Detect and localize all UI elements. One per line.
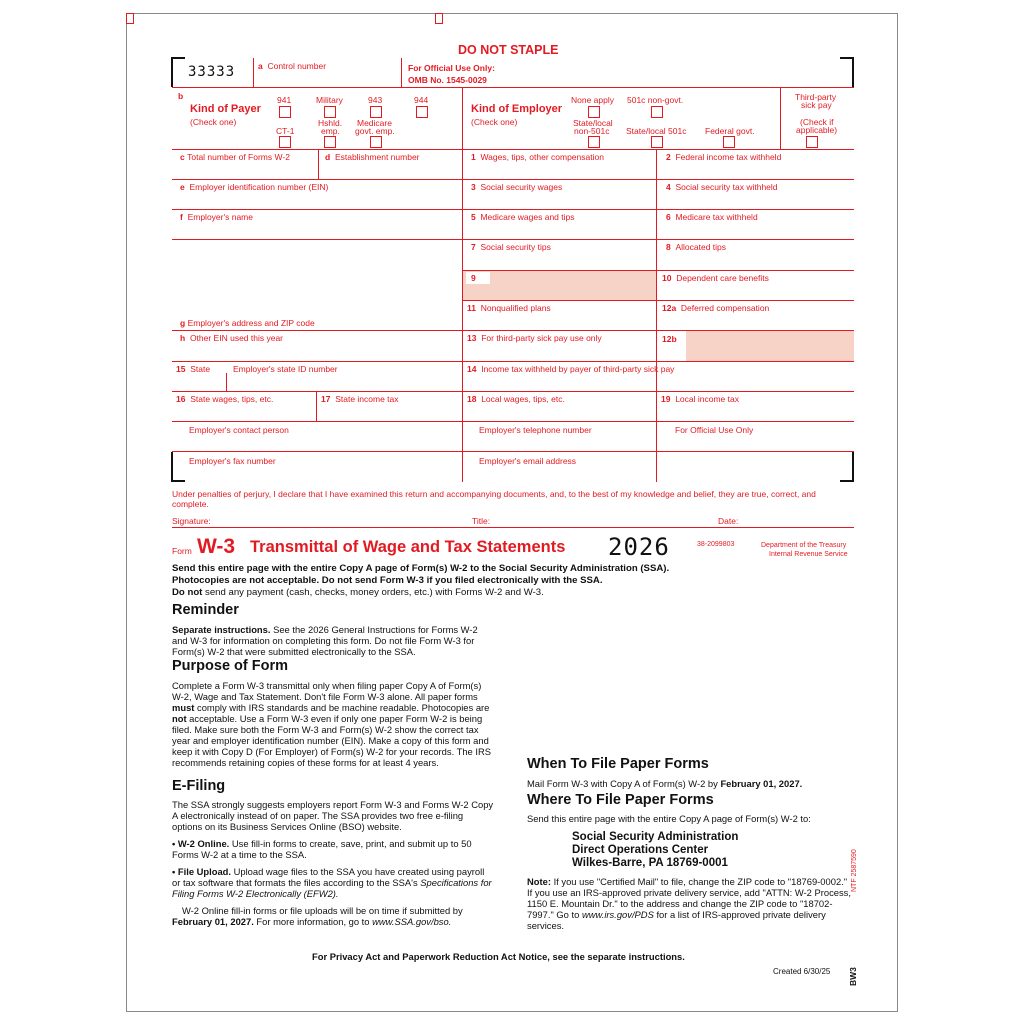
payer-941-label: 941 [277, 95, 292, 105]
box-13-label: For third-party sick pay use only [481, 333, 602, 343]
fax-label: Employer's fax number [189, 456, 276, 466]
form-name: W-3 [197, 535, 236, 558]
payer-medicare-checkbox[interactable] [370, 136, 382, 148]
official-use-only-label: For Official Use Only [675, 425, 754, 435]
reminder-body: See the 2026 General Instructions for Forms W-2 and W-3 for information on completing this form. Do not file Form W-3 for Form(s) W-2 that were submitted electronically to the SSA. [172, 624, 478, 657]
send-instruction: Send this entire page with the entire Copy A page of Form(s) W-2 to the Social Security Administration (SSA). [172, 563, 670, 574]
box-letter: h [180, 333, 186, 343]
box-7-label: Social security tips [480, 242, 551, 252]
box-15-label: State [190, 364, 211, 374]
bw3-code: BW3 [848, 967, 858, 986]
box-c-label: Total number of Forms W-2 [187, 152, 290, 162]
on-time-date: February 01, 2027. [172, 916, 254, 927]
grid-line [172, 391, 854, 392]
box-number: 19 [661, 394, 671, 404]
control-number-label: Control number [267, 61, 327, 71]
box-4-label: Social security tax withheld [675, 182, 778, 192]
box-number: 18 [467, 394, 477, 404]
payer-hshld-checkbox[interactable] [324, 136, 336, 148]
crop-mark [171, 480, 185, 482]
kind-of-employer-title: Kind of Employer [471, 103, 563, 115]
address-line: Social Security Administration [572, 831, 739, 843]
box-9-label-bg [466, 272, 490, 284]
payer-medicare-label: govt. emp. [355, 126, 395, 136]
date-label: Date: [718, 516, 739, 526]
box-12b-number: 12b [662, 334, 677, 344]
on-time-body: W-2 Online fill-in forms or file uploads will be on time if submitted by [182, 905, 463, 916]
box-letter: e [180, 182, 185, 192]
crop-mark [171, 57, 185, 59]
payer-944-label: 944 [414, 95, 429, 105]
payer-943-checkbox[interactable] [370, 106, 382, 118]
signature-label: Signature: [172, 516, 211, 526]
grid-line [172, 149, 854, 150]
grid-line [172, 361, 854, 362]
reminder-heading: Reminder [172, 602, 239, 618]
created-date: Created 6/30/25 [773, 967, 831, 976]
employer-state-local-checkbox[interactable] [588, 136, 600, 148]
w2-online-body: Use fill-in forms to create, save, print, and submit up to 50 Forms W-2 at a time to the SSA. [172, 838, 472, 860]
box-8-label: Allocated tips [675, 242, 727, 252]
employer-501c-checkbox[interactable] [651, 106, 663, 118]
third-party-checkbox[interactable] [806, 136, 818, 148]
purpose-text [172, 680, 494, 768]
grid-line [172, 527, 854, 528]
grid-line [172, 179, 854, 180]
on-time-text [172, 905, 494, 927]
official-use-label: For Official Use Only: [408, 63, 495, 73]
send-instruction: send any payment (cash, checks, money orders, etc.) with Forms W-2 and W-3. [202, 587, 544, 598]
third-party-label: applicable) [796, 125, 838, 135]
registration-mark [435, 13, 443, 24]
employer-state-local-label: State/local [573, 118, 613, 128]
department-label: Internal Revenue Service [769, 551, 848, 558]
check-one-label: (Check one) [471, 117, 518, 127]
box-number: 5 [471, 212, 476, 222]
employer-501c-label: 501c non-govt. [627, 95, 684, 105]
w2-online-text [172, 838, 494, 860]
employer-federal-checkbox[interactable] [723, 136, 735, 148]
box-letter: b [178, 91, 184, 101]
state-id-label: Employer's state ID number [233, 364, 338, 374]
grid-line [316, 391, 317, 421]
where-body: Send this entire page with the entire Copy A page of Form(s) W-2 to: [527, 813, 811, 824]
purpose-must: must [172, 702, 195, 713]
crop-mark [852, 452, 854, 482]
form-page [126, 13, 898, 1012]
file-upload-bold: • File Upload. [172, 866, 232, 877]
box-number: 3 [471, 182, 476, 192]
box-5-label: Medicare wages and tips [480, 212, 575, 222]
catalog-number: 38-2099803 [697, 541, 735, 548]
box-16-label: State wages, tips, etc. [190, 394, 274, 404]
box-number: 10 [662, 273, 672, 283]
kind-of-payer-title: Kind of Payer [190, 103, 261, 115]
payer-941-checkbox[interactable] [279, 106, 291, 118]
side-code: NTF 2587590 [851, 849, 858, 892]
grid-line [462, 300, 854, 301]
grid-line [172, 239, 854, 240]
box-18-label: Local wages, tips, etc. [481, 394, 565, 404]
when-body: Mail Form W-3 with Copy A of Form(s) W-2 by [527, 778, 721, 789]
box-letter: a [258, 61, 263, 71]
box-letter: c [180, 152, 185, 162]
crop-mark [840, 480, 854, 482]
employer-federal-label: Federal govt. [705, 126, 755, 136]
omb-number: OMB No. 1545-0029 [408, 75, 487, 85]
reminder-bold: Separate instructions. [172, 624, 271, 635]
grid-line [172, 87, 854, 88]
crop-mark [171, 57, 173, 87]
box-number: 8 [666, 242, 671, 252]
address-line: Direct Operations Center [572, 844, 709, 856]
box-number: 17 [321, 394, 331, 404]
form-title: Transmittal of Wage and Tax Statements [250, 538, 566, 556]
box-number: 4 [666, 182, 671, 192]
payer-hshld-label: Hshld. [318, 118, 343, 128]
w2-online-bold: • W-2 Online. [172, 838, 230, 849]
box-number: 16 [176, 394, 186, 404]
file-upload-text [172, 866, 494, 899]
privacy-notice: For Privacy Act and Paperwork Reduction Act Notice, see the separate instructions. [312, 951, 685, 962]
note-text [527, 876, 852, 931]
title-label: Title: [472, 516, 491, 526]
grid-line [401, 58, 402, 87]
when-date: February 01, 2027. [720, 778, 803, 789]
box-letter: f [180, 212, 183, 222]
form-code: 33333 [188, 64, 236, 80]
note-bold: Note: [527, 876, 551, 887]
check-one-label: (Check one) [190, 117, 237, 127]
payer-944-checkbox[interactable] [416, 106, 428, 118]
grid-line [172, 421, 854, 422]
box-number: 13 [467, 333, 477, 343]
box-h-label: Other EIN used this year [189, 333, 284, 343]
box-9-shade [463, 271, 656, 300]
crop-mark [171, 452, 173, 482]
registration-mark [126, 13, 134, 24]
box-10-label: Dependent care benefits [676, 273, 769, 283]
box-number: 15 [176, 364, 186, 374]
box-number: 7 [471, 242, 476, 252]
employer-state-local-501c-checkbox[interactable] [651, 136, 663, 148]
do-not-staple: DO NOT STAPLE [458, 43, 559, 57]
purpose-body: acceptable. Use a Form W-3 even if only one paper Form W-2 is being filed. Make sure both the Form W-3 and Form(s) W-2 show the correct tax year and employer identification number (EIN). Make a copy of this form and keep it with Copy D (For Employer) of Form(s) W-2 for your records. The IRS recommends retaining copies of these forms for at least 4 years. [172, 713, 492, 768]
grid-line [656, 149, 657, 482]
where-heading: Where To File Paper Forms [527, 792, 714, 808]
when-heading: When To File Paper Forms [527, 756, 709, 772]
box-letter: d [325, 152, 331, 162]
box-number: 6 [666, 212, 671, 222]
box-number: 2 [666, 152, 671, 162]
grid-line [780, 87, 781, 149]
department-label: Department of the Treasury [761, 542, 847, 549]
box-2-label: Federal income tax withheld [675, 152, 782, 162]
third-party-label: Third-party [795, 92, 837, 102]
payer-ct1-label: CT-1 [276, 126, 295, 136]
box-f-label: Employer's name [187, 212, 253, 222]
box-9-number: 9 [471, 273, 476, 283]
form-word: Form [172, 546, 192, 556]
purpose-body: comply with IRS standards and be machine readable. Photocopies are [194, 702, 490, 713]
purpose-body: Complete a Form W-3 transmittal only when filing paper Copy A of Form(s) W-2, Wage and Tax Statement. Don't file Form W-3 alone. All paper forms [172, 680, 482, 702]
grid-line [172, 451, 854, 452]
box-6-label: Medicare tax withheld [675, 212, 758, 222]
on-time-body: For more information, go to [253, 916, 373, 927]
box-d-label: Establishment number [334, 152, 420, 162]
box-17-label: State income tax [335, 394, 399, 404]
employer-state-local-501c-label: State/local 501c [626, 126, 687, 136]
when-text [527, 778, 802, 789]
payer-medicare-label: Medicare [357, 118, 392, 128]
box-number: 14 [467, 364, 477, 374]
payer-military-checkbox[interactable] [324, 106, 336, 118]
perjury-declaration: Under penalties of perjury, I declare that I have examined this return and accompanying documents, and, to the best of my knowledge and belief, they are true, correct, and complete. [172, 489, 816, 509]
do-not-bold: Do not [172, 587, 203, 598]
purpose-heading: Purpose of Form [172, 658, 289, 674]
send-instruction: Photocopies are not acceptable. Do not send Form W-3 if you filed electronically with the SSA. [172, 575, 603, 586]
grid-line [226, 373, 227, 391]
telephone-label: Employer's telephone number [479, 425, 592, 435]
box-3-label: Social security wages [480, 182, 563, 192]
box-14-label: Income tax withheld by payer of third-party sick pay [481, 364, 675, 374]
purpose-not: not [172, 713, 187, 724]
box-number: 1 [471, 152, 476, 162]
contact-person-label: Employer's contact person [189, 425, 289, 435]
box-12a-label: Deferred compensation [680, 303, 770, 313]
address-line: Wilkes-Barre, PA 18769-0001 [572, 857, 728, 869]
note-body: If you use "Certified Mail" to file, change the ZIP code to "18769-0002." If you use an IRS-approved private delivery service, add "ATTN: W-2 Process, 1150 E. Mountain Dr." to the address and change the ZIP code to "18702-7997." Go to [527, 876, 851, 920]
box-g-label: Employer's address and ZIP code [187, 318, 315, 328]
box-11-label: Nonqualified plans [480, 303, 551, 313]
grid-line [172, 209, 854, 210]
box-number: 12a [662, 303, 677, 313]
payer-hshld-label: emp. [321, 126, 340, 136]
payer-943-label: 943 [368, 95, 383, 105]
employer-state-local-label: non-501c [574, 126, 610, 136]
file-upload-body: Upload wage files to the SSA you have created using payroll or tax software that formats the files according to the SSA's [172, 866, 485, 888]
third-party-label: sick pay [801, 100, 832, 110]
box-number: 11 [467, 303, 476, 313]
reminder-text [172, 624, 494, 657]
employer-none-checkbox[interactable] [588, 106, 600, 118]
payer-ct1-checkbox[interactable] [279, 136, 291, 148]
payer-military-label: Military [316, 95, 343, 105]
ssa-bso-link[interactable]: www.SSA.gov/bso. [372, 916, 452, 927]
tax-year: 2026 [608, 533, 670, 561]
efiling-body: The SSA strongly suggests employers report Form W-3 and Forms W-2 Copy A electronically instead of on paper. The SSA provides two free e-filing options on its Business Services Online (BSO) website. [172, 799, 494, 832]
note-body: for a list of IRS-approved private delivery services. [527, 909, 826, 931]
efiling-heading: E-Filing [172, 778, 226, 794]
grid-line [318, 149, 319, 179]
efw2-spec: Specifications for Filing Forms W-2 Electronically (EFW2). [172, 877, 492, 899]
crop-mark [852, 57, 854, 87]
grid-line [253, 58, 254, 87]
third-party-label: (Check if [800, 117, 834, 127]
employer-none-label: None apply [571, 95, 615, 105]
box-12b-shade [686, 331, 854, 361]
box-19-label: Local income tax [675, 394, 739, 404]
irs-pds-link[interactable]: www.irs.gov/PDS [581, 909, 654, 920]
email-label: Employer's email address [479, 456, 577, 466]
box-e-label: Employer identification number (EIN) [189, 182, 329, 192]
box-1-label: Wages, tips, other compensation [480, 152, 604, 162]
box-letter: g [180, 318, 186, 328]
